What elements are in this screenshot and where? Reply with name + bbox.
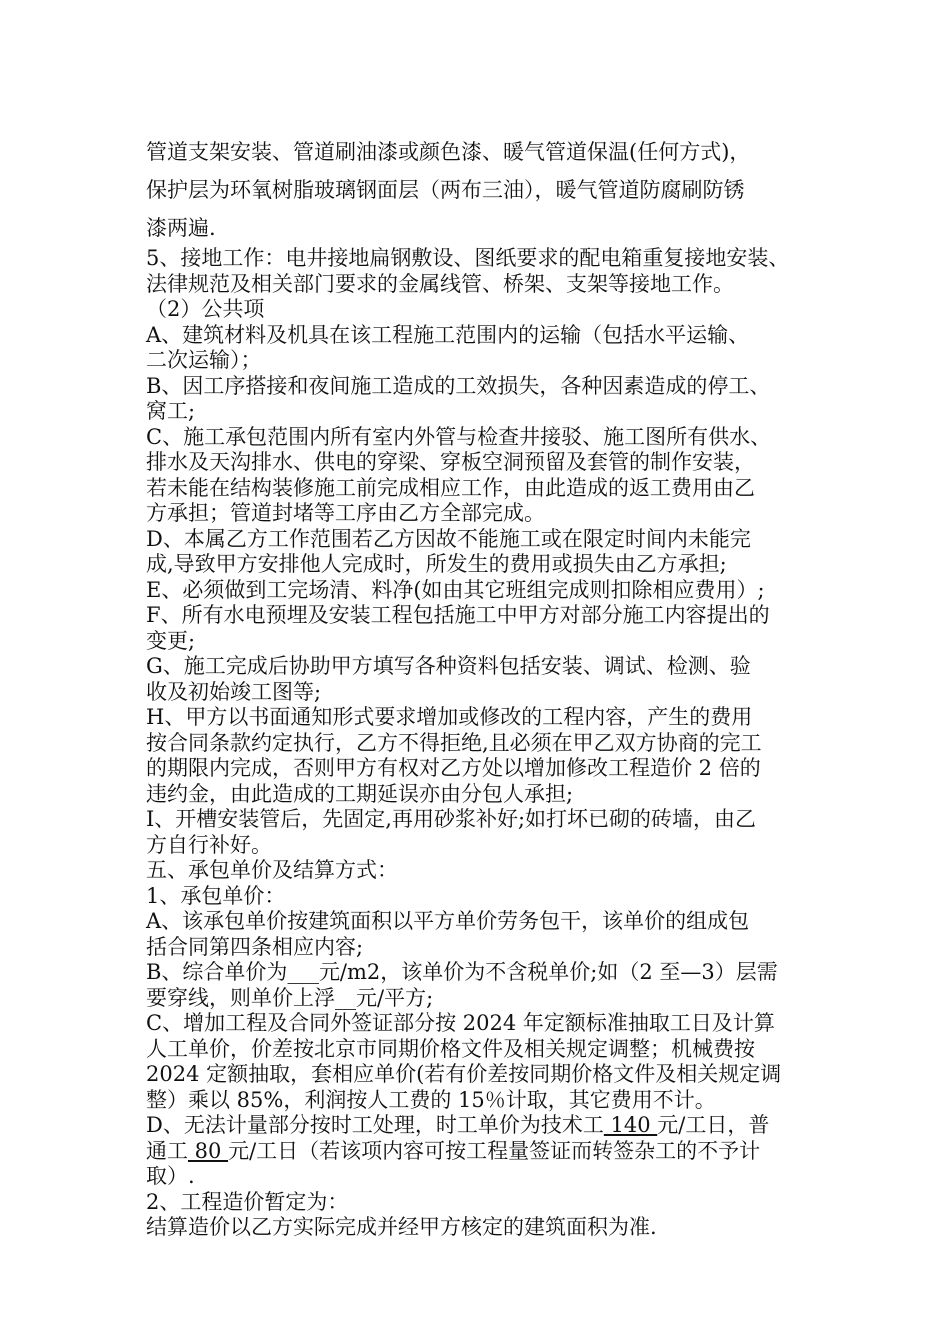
- text-line: 违约金，由此造成的工期延误亦由分包人承担;: [146, 781, 574, 806]
- text-line: 括合同第四条相应内容;: [146, 934, 364, 959]
- price-blank: ___: [287, 960, 319, 984]
- heading-section-five: 五、承包单价及结算方式：: [146, 858, 398, 882]
- heading-public-items: （2）公共项: [146, 297, 265, 321]
- text-line: 方自行补好。: [146, 832, 272, 857]
- technician-rate: 140: [603, 1113, 658, 1137]
- clause-h-modifications: H、甲方以书面通知形式要求增加或修改的工程内容，产生的费用: [146, 705, 753, 729]
- text-line: 漆两遍.: [146, 216, 216, 240]
- clause-d-hourly-work: [146, 1113, 826, 1139]
- text-line: 2024 定额抽取，套相应单价(若有价差按同期价格文件及相关规定调: [146, 1062, 782, 1086]
- text-line: 整）乘以 85%，利润按人工费的 15％计取，其它费用不计。: [146, 1087, 716, 1112]
- text-line: 结算造价以乙方实际完成并经甲方核定的建筑面积为准.: [146, 1215, 657, 1239]
- text-line: 变更;: [146, 628, 196, 653]
- text-line: 人工单价，价差按北京市同期价格文件及相关规定调整；机械费按: [146, 1036, 755, 1061]
- text-line: 管道支架安装、管道刷油漆或颜色漆、暖气管道保温(任何方式)，: [146, 140, 751, 164]
- text-line: 窝工;: [146, 399, 196, 423]
- text-segment: 通工: [146, 1138, 188, 1163]
- contract-clauses: [146, 246, 826, 1241]
- text-line: 方承担；管道封堵等工序由乙方全部完成。: [146, 501, 545, 525]
- text-line: 若未能在结构装修施工前完成相应工作，由此造成的返工费用由乙: [146, 475, 755, 500]
- text-segment: B、综合单价为: [146, 960, 288, 984]
- text-segment: 要穿线，则单价上浮: [146, 985, 335, 1010]
- text-line: 按合同条款约定执行，乙方不得拒绝,且必须在甲乙双方协商的完工: [146, 730, 762, 755]
- clause-c-extra-work: C、增加工程及合同外签证部分按 2024 年定额标准抽取工日及计算: [146, 1011, 775, 1035]
- clause-a-transport: A、建筑材料及机具在该工程施工范围内的运输（包括水平运输、: [146, 322, 750, 347]
- text-line: [146, 986, 826, 1012]
- text-line: 法律规范及相关部门要求的金属线管、桥架、支架等接地工作。: [146, 271, 734, 296]
- clause-g-documents: G、施工完成后协助甲方填写各种资料包括安装、调试、检测、验: [146, 654, 751, 678]
- text-line: 二次运输）；: [146, 348, 262, 372]
- text-line: 收及初始竣工图等;: [146, 679, 322, 704]
- clause-i-grooving: I、开槽安装管后，先固定,再用砂浆补好;如打坏已砌的砖墙，由乙: [146, 807, 757, 831]
- heading-provisional-cost: 2、工程造价暂定为：: [146, 1189, 349, 1214]
- clause-b-efficiency-loss: B、因工序搭接和夜间施工造成的工效损失，各种因素造成的停工、: [146, 373, 771, 398]
- price-blank: __: [335, 985, 356, 1010]
- text-segment: 元/m2，该单价为不含税单价;如（2 至—3）层需: [318, 960, 778, 984]
- text-segment: D、无法计量部分按时工处理，时工单价为技术工: [146, 1113, 604, 1137]
- text-line: 成,导致甲方安排他人完成时，所发生的费用或损失由乙方承担;: [146, 552, 727, 576]
- clause-c-connections: C、施工承包范围内所有室内外管与检查井接驳、施工图所有供水、: [146, 424, 772, 449]
- text-line: 的期限内完成，否则甲方有权对乙方处以增加修改工程造价 2 倍的: [146, 756, 761, 780]
- clause-e-cleanup: E、必须做到工完场清、料净(如由其它班组完成则扣除相应费用）;: [146, 577, 765, 602]
- text-segment: 元/工日，普: [657, 1113, 770, 1137]
- clause-d-delay: D、本属乙方工作范围若乙方因故不能施工或在限定时间内未能完: [146, 526, 751, 551]
- text-segment: 元/工日（若该项内容可按工程量签证而转签杂工的不予计: [228, 1138, 761, 1163]
- clause-grounding: 5、接地工作：电井接地扁钢敷设、图纸要求的配电箱重复接地安装、: [146, 246, 790, 270]
- paragraph-heating-pipe: [146, 133, 826, 247]
- text-line: 取）.: [146, 1164, 195, 1188]
- text-line: 保护层为环氧树脂玻璃钢面层（两布三油），暖气管道防腐刷防锈: [146, 178, 745, 202]
- text-line: 排水及天沟排水、供电的穿梁、穿板空洞预留及套管的制作安装，: [146, 450, 755, 474]
- general-worker-rate: 80: [188, 1138, 229, 1163]
- clause-f-changes: F、所有水电预埋及安装工程包括施工中甲方对部分施工内容提出的: [146, 603, 770, 627]
- clause-a-unit-price: A、该承包单价按建筑面积以平方单价劳务包干，该单价的组成包: [146, 909, 750, 933]
- clause-b-composite-price: [146, 960, 826, 986]
- text-line: [146, 1139, 826, 1165]
- heading-unit-price: 1、承包单价：: [146, 883, 286, 908]
- text-segment: 元/平方;: [356, 985, 434, 1010]
